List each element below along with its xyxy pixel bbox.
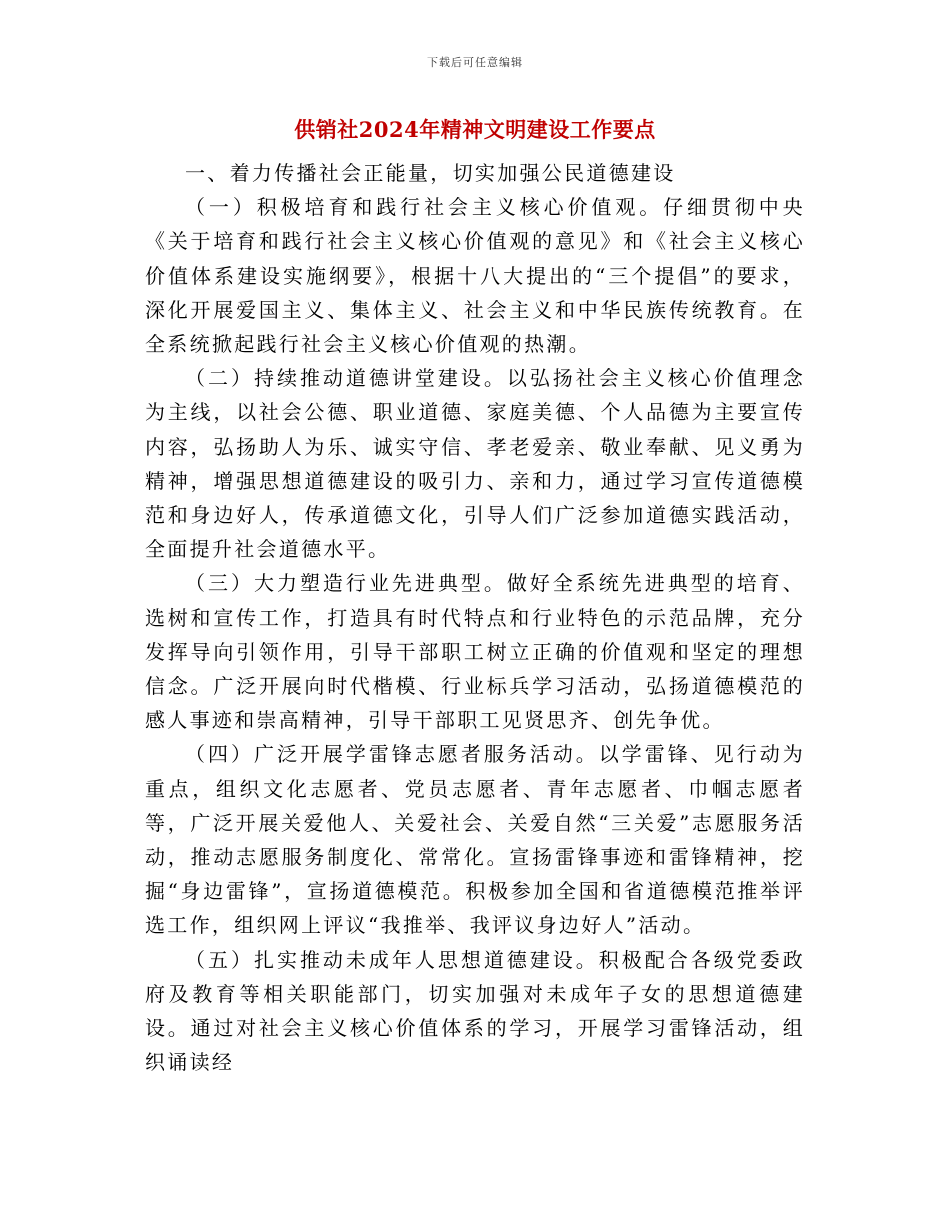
paragraph: （四）广泛开展学雷锋志愿者服务活动。以学雷锋、见行动为重点，组织文化志愿者、党员志愿者、青年志愿者、巾帼志愿者等，广泛开展关爱他人、关爱社会、关爱自然“三关爱”志愿服务活动，推动志愿服务制度化、常常化。宣扬雷锋事迹和雷锋精神，挖掘“身边雷锋”，宣扬道德模范。积极参加全国和省道德模范推举评选工作，组织网上评议“我推举、我评议身边好人”活动。	[145, 742, 805, 938]
paragraph: （五）扎实推动未成年人思想道德建设。积极配合各级党委政府及教育等相关职能部门，切实加强对未成年子女的思想道德建设。通过对社会主义核心价值体系的学习，开展学习雷锋活动，组织诵读经	[145, 947, 805, 1075]
document-body	[145, 156, 805, 1079]
section-heading: 一、着力传播社会正能量，切实加强公民道德建设	[185, 161, 676, 185]
paragraph: （二）持续推动道德讲堂建设。以弘扬社会主义核心价值理念为主线，以社会公德、职业道德、家庭美德、个人品德为主要宣传内容，弘扬助人为乐、诚实守信、孝老爱亲、敬业奉献、见义勇为精神，增强思想道德建设的吸引力、亲和力，通过学习宣传道德模范和身边好人，传承道德文化，引导人们广泛参加道德实践活动，全面提升社会道德水平。	[145, 366, 805, 562]
document-title: 供销社2024年精神文明建设工作要点	[294, 117, 656, 142]
paragraph: （三）大力塑造行业先进典型。做好全系统先进典型的培育、选树和宣传工作，打造具有时代特点和行业特色的示范品牌，充分发挥导向引领作用，引导干部职工树立正确的价值观和坚定的理想信念。广泛开展向时代楷模、行业标兵学习活动，弘扬道德模范的感人事迹和崇高精神，引导干部职工见贤思齐、创先争优。	[145, 571, 805, 733]
header-note: 下载后可任意编辑	[427, 56, 523, 69]
paragraph: （一）积极培育和践行社会主义核心价值观。仔细贯彻中央《关于培育和践行社会主义核心价值观的意见》和《社会主义核心价值体系建设实施纲要》，根据十八大提出的“三个提倡”的要求，深化开展爱国主义、集体主义、社会主义和中华民族传统教育。在全系统掀起践行社会主义核心价值观的热潮。	[145, 195, 805, 357]
